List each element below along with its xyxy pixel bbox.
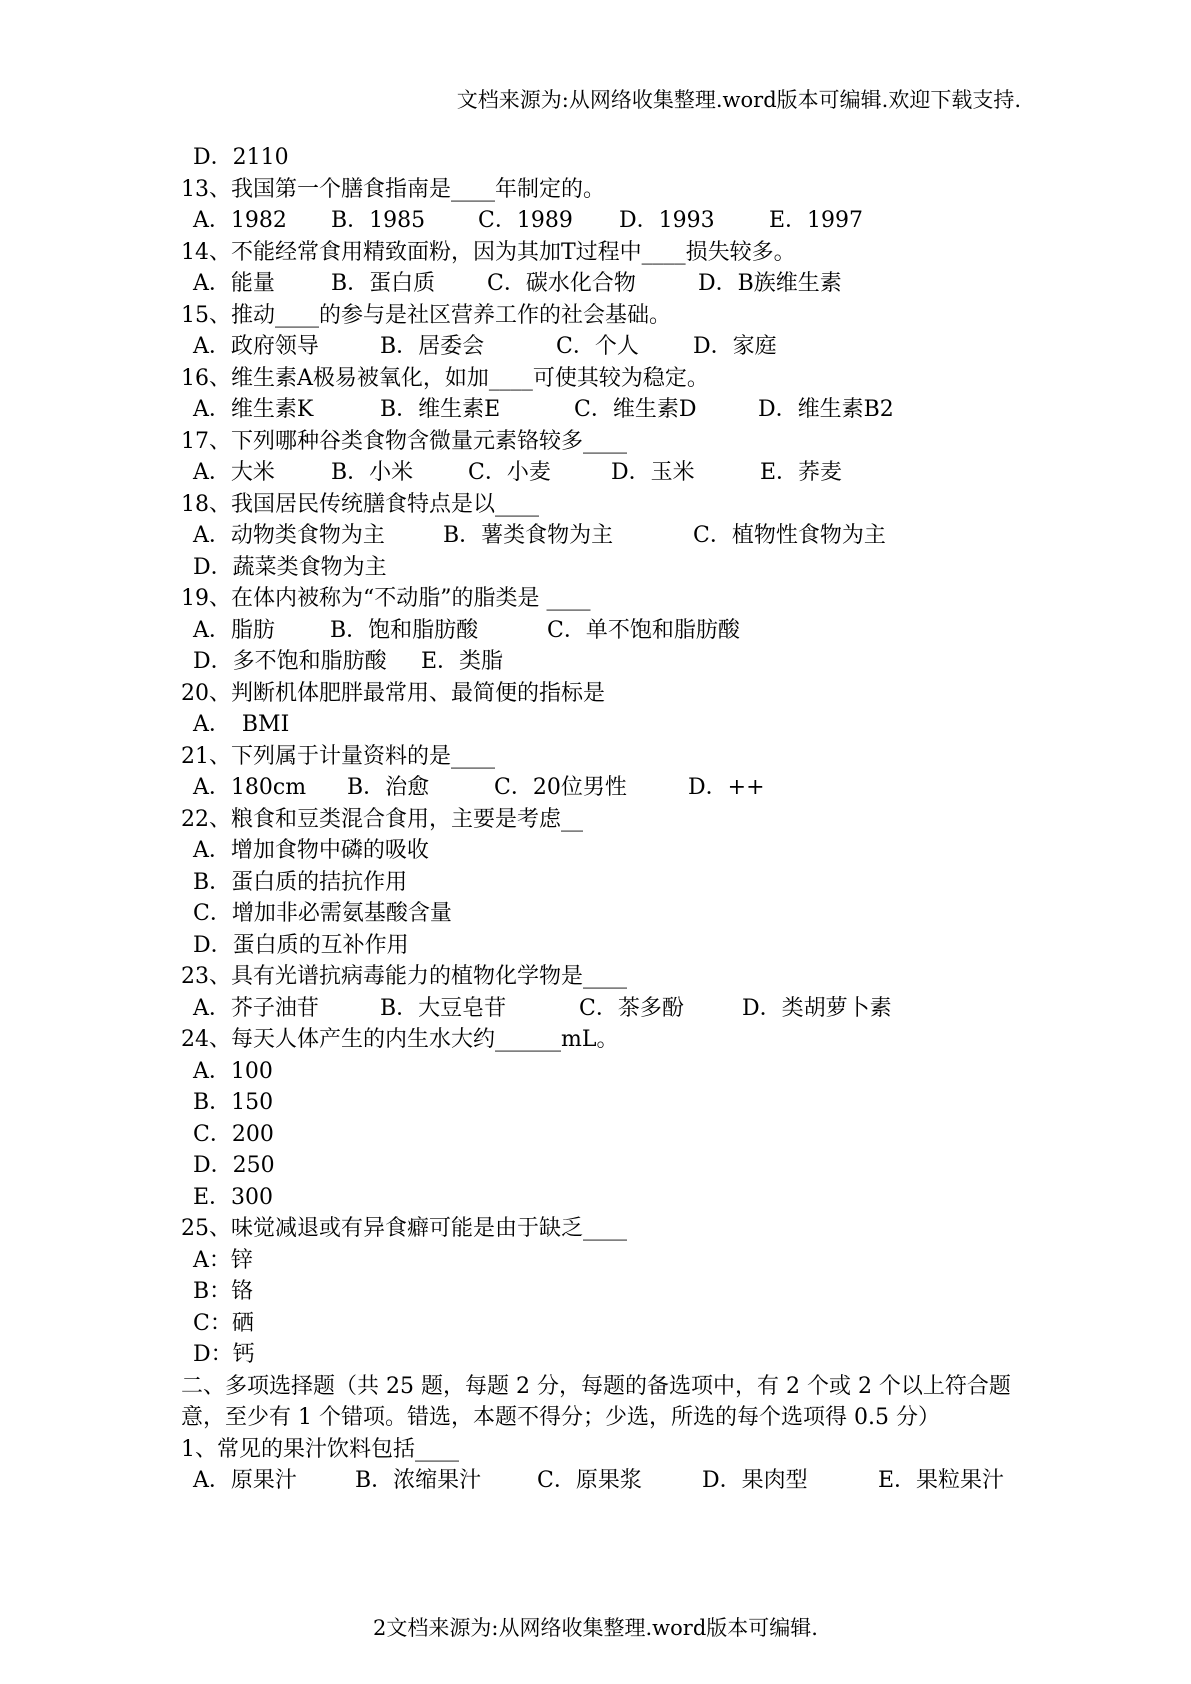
answer-option: C．单不饱和脂肪酸 [547, 617, 740, 643]
options-line [181, 394, 1021, 426]
options-line [181, 142, 1021, 174]
question-text: 20、判断机体肥胖最常用、最简便的指标是 [181, 680, 605, 706]
answer-option: C．维生素D [574, 397, 697, 422]
question-text: 14、不能经常食用精致面粉，因为其加T过程中____损失较多。 [181, 239, 796, 265]
question-line [181, 1024, 1021, 1056]
options-line [181, 520, 1021, 583]
options-line [181, 1087, 1021, 1119]
question-text: 19、在体内被称为“不动脂”的脂类是 ____ [181, 586, 591, 611]
question-line [181, 1213, 1021, 1245]
answer-option: C：硒 [193, 1310, 254, 1336]
answer-option: D．蔬菜类食物为主 [193, 554, 387, 580]
options-line [181, 709, 1021, 741]
question-line [181, 583, 1021, 615]
options-line [181, 1308, 1021, 1340]
answer-option: D．多不饱和脂肪酸 [193, 649, 387, 674]
answer-option: A．100 [193, 1058, 273, 1084]
options-line [181, 457, 1021, 489]
answer-option: D．维生素B2 [758, 397, 894, 422]
answer-option: B：铬 [193, 1279, 254, 1304]
answer-option: D．类胡萝卜素 [742, 995, 892, 1021]
question-line [181, 741, 1021, 773]
answer-option: B．治愈 [347, 775, 430, 800]
answer-option: A．1982 [193, 208, 287, 233]
answer-option: A．能量 [193, 271, 275, 296]
answer-option: D．2110 [193, 145, 289, 170]
answer-option: E．1997 [769, 208, 864, 233]
options-line [181, 1056, 1021, 1088]
answer-option: D．B族维生素 [698, 271, 842, 296]
options-line [181, 930, 1021, 962]
answer-option: C．小麦 [468, 460, 551, 485]
answer-option: C．茶多酚 [579, 995, 684, 1021]
answer-option: B．蛋白质的拮抗作用 [193, 869, 408, 895]
options-line [181, 867, 1021, 899]
page-header: 文档来源为:从网络收集整理.word版本可编辑.欢迎下载支持. [456, 88, 1021, 112]
options-line [181, 1339, 1021, 1371]
question-text: 18、我国居民传统膳食特点是以____ [181, 491, 539, 517]
options-line [181, 1465, 1021, 1497]
question-text: 24、每天人体产生的内生水大约______mL。 [181, 1027, 619, 1052]
answer-option: C．20位男性 [494, 775, 627, 800]
answer-option: A．维生素K [193, 397, 314, 422]
answer-option: C．碳水化合物 [487, 271, 636, 296]
options-line [181, 1245, 1021, 1277]
question-text: 1、常见的果汁饮料包括____ [181, 1436, 459, 1462]
options-line [181, 898, 1021, 930]
question-line [181, 300, 1021, 332]
answer-option: B．维生素E [380, 397, 501, 422]
answer-option: B．小米 [331, 460, 414, 485]
options-line [181, 268, 1021, 300]
options-line [181, 772, 1021, 804]
question-text: 23、具有光谱抗病毒能力的植物化学物是____ [181, 964, 627, 989]
answer-option: C．植物性食物为主 [693, 523, 886, 548]
options-line [181, 1150, 1021, 1182]
answer-option: A．动物类食物为主 [193, 523, 385, 548]
question-line [181, 961, 1021, 993]
question-text: 22、粮食和豆类混合食用，主要是考虑__ [181, 806, 583, 832]
answer-option: B．饱和脂肪酸 [330, 617, 479, 643]
question-line [181, 174, 1021, 206]
answer-option: C．个人 [556, 334, 639, 359]
answer-option: A．芥子油苷 [193, 995, 319, 1021]
answer-option: A．原果汁 [193, 1468, 297, 1493]
answer-option: C．200 [193, 1121, 274, 1147]
question-line [181, 426, 1021, 458]
answer-option: A．脂肪 [193, 617, 275, 643]
options-line [181, 1182, 1021, 1214]
answer-option: A．大米 [193, 460, 275, 485]
answer-option: E．300 [193, 1184, 274, 1210]
question-line [181, 489, 1021, 521]
answer-option: B．居委会 [380, 334, 485, 359]
answer-option: E．类脂 [421, 649, 504, 674]
answer-option: C．原果浆 [537, 1468, 642, 1493]
options-line [181, 615, 1021, 678]
answer-option: D．玉米 [611, 460, 695, 485]
answer-option: D．蛋白质的互补作用 [193, 932, 409, 958]
page-footer: 2文档来源为:从网络收集整理.word版本可编辑. [373, 1616, 818, 1640]
document-body [181, 142, 1021, 1497]
answer-option: B．薯类食物为主 [443, 523, 614, 548]
answer-option: A．政府领导 [193, 334, 319, 359]
answer-option: C．增加非必需氨基酸含量 [193, 901, 452, 926]
answer-option: B．浓缩果汁 [355, 1468, 482, 1493]
question-text: 二、多项选择题（共 25 题，每题 2 分，每题的备选项中，有 2 个或 2 个以上符合题意，至少有 1 个错项。错选，本题不得分；少选，所选的每个选项得 0.5 分） [181, 1373, 1011, 1430]
answer-option: E．果粒果汁 [878, 1468, 1005, 1493]
answer-option: D．果肉型 [702, 1468, 808, 1493]
question-text: 15、推动____的参与是社区营养工作的社会基础。 [181, 302, 671, 328]
question-line [181, 1371, 1021, 1434]
answer-option: B．150 [193, 1090, 274, 1115]
answer-option: A． BMI [193, 712, 290, 737]
question-line [181, 237, 1021, 269]
options-line [181, 1276, 1021, 1308]
question-line [181, 678, 1021, 710]
answer-option: A．180cm [193, 775, 307, 800]
answer-option: A．增加食物中磷的吸收 [193, 838, 429, 863]
question-text: 21、下列属于计量资料的是____ [181, 743, 495, 769]
question-text: 25、味觉减退或有异食癖可能是由于缺乏____ [181, 1216, 627, 1241]
answer-option: A：锌 [193, 1247, 253, 1273]
question-text: 13、我国第一个膳食指南是____年制定的。 [181, 176, 605, 202]
answer-option: D．1993 [619, 208, 715, 233]
question-text: 16、维生素A极易被氧化，如加____可使其较为稳定。 [181, 365, 709, 391]
question-line [181, 804, 1021, 836]
answer-option: B．大豆皂苷 [380, 995, 507, 1021]
answer-option: D．++ [688, 775, 765, 800]
options-line [181, 205, 1021, 237]
answer-option: C．1989 [478, 208, 573, 233]
answer-option: B．蛋白质 [331, 271, 436, 296]
question-line [181, 1434, 1021, 1466]
options-line [181, 835, 1021, 867]
options-line [181, 1119, 1021, 1151]
options-line [181, 331, 1021, 363]
options-line [181, 993, 1021, 1025]
answer-option: D．250 [193, 1153, 275, 1178]
question-line [181, 363, 1021, 395]
answer-option: B．1985 [331, 208, 426, 233]
answer-option: D：钙 [193, 1342, 255, 1367]
answer-option: E．荞麦 [760, 460, 843, 485]
answer-option: D．家庭 [693, 334, 777, 359]
question-text: 17、下列哪种谷类食物含微量元素铬较多____ [181, 428, 627, 454]
